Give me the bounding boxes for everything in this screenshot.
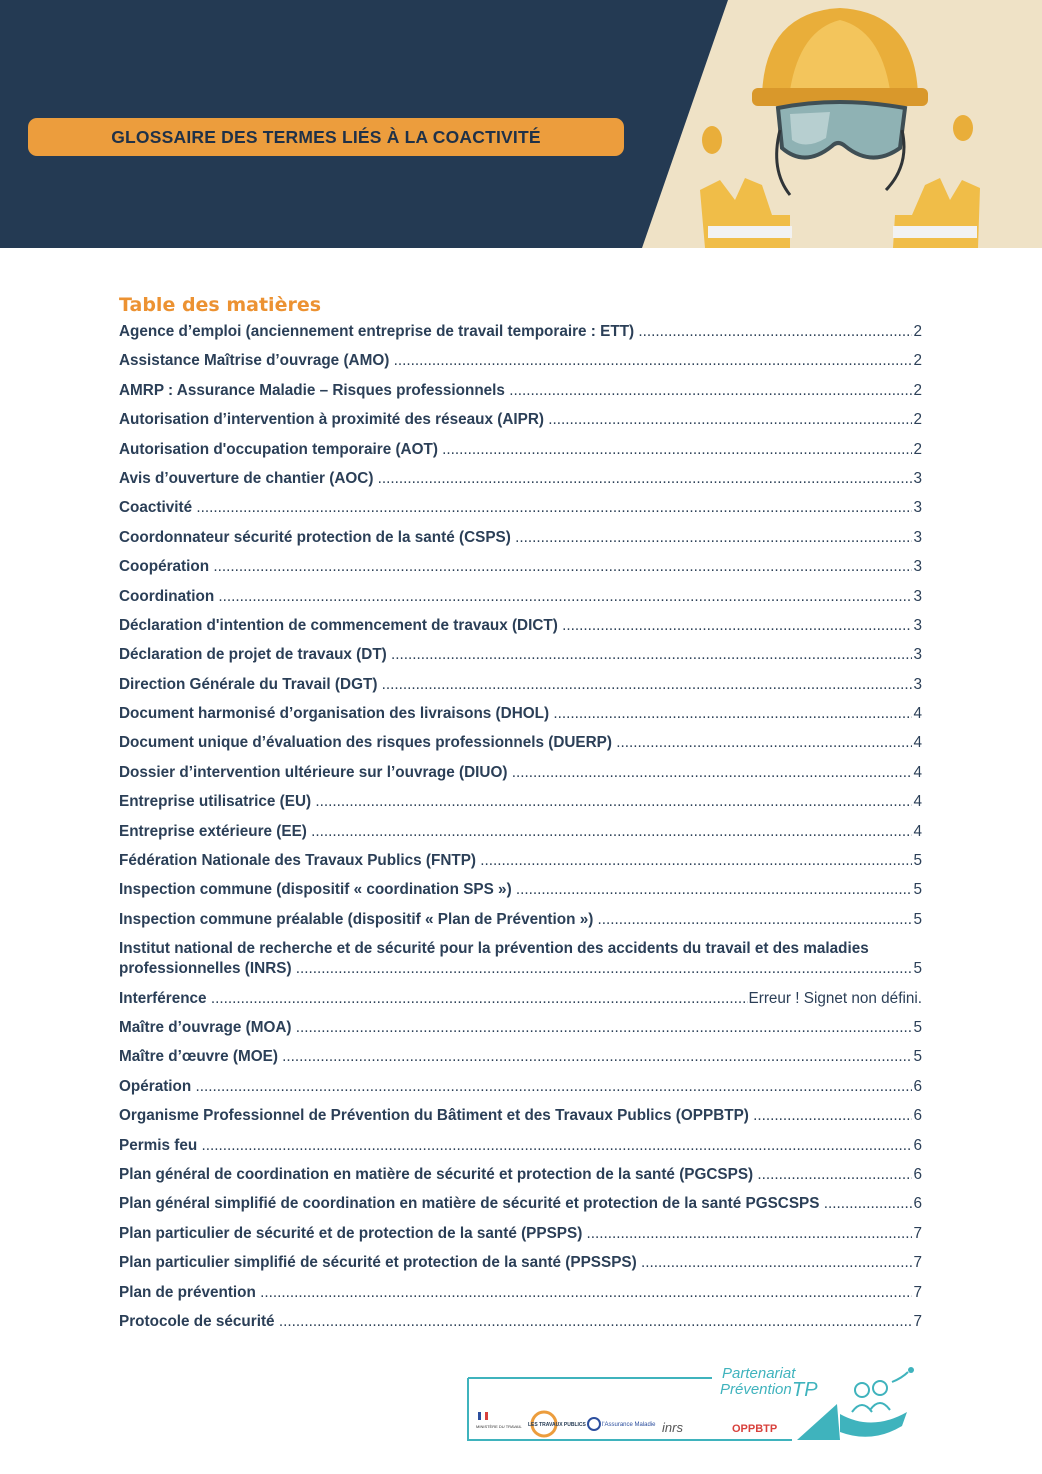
toc-entry[interactable]: Permis feu ..... 6 xyxy=(119,1134,922,1163)
toc-entry[interactable]: Maître d’œuvre (MOE) ..... 5 xyxy=(119,1045,922,1074)
toc-entry[interactable]: Coordonnateur sécurité protection de la santé (CSPS) ..... 3 xyxy=(119,526,922,555)
toc-entry[interactable]: Plan général simplifié de coordination en matière de sécurité et protection de la santé PGSCSPS ..... 6 xyxy=(119,1192,922,1221)
toc-entry[interactable]: Plan de prévention ..... 7 xyxy=(119,1281,922,1310)
toc-entry[interactable]: Agence d’emploi (anciennement entreprise de travail temporaire : ETT) ..... 2 xyxy=(119,320,922,349)
toc-entry[interactable]: Protocole de sécurité ..... 7 xyxy=(119,1310,922,1339)
toc-entry[interactable]: Autorisation d'occupation temporaire (AOT) ..... 2 xyxy=(119,438,922,467)
document-title: GLOSSAIRE DES TERMES LIÉS À LA COACTIVITÉ xyxy=(111,126,541,147)
toc-entry[interactable]: Avis d’ouverture de chantier (AOC) ..... 3 xyxy=(119,467,922,496)
partnership-tp: TP xyxy=(792,1379,818,1401)
toc-entry[interactable]: Direction Générale du Travail (DGT) ..... 3 xyxy=(119,673,922,702)
toc-entry[interactable]: AMRP : Assurance Maladie – Risques professionnels ..... 2 xyxy=(119,379,922,408)
toc-entry[interactable]: Interférence ..... Erreur ! Signet non défini. xyxy=(119,987,922,1016)
header-banner xyxy=(0,0,1042,248)
toc-entry[interactable]: Organisme Professionnel de Prévention du Bâtiment et des Travaux Publics (OPPBTP) ..... 6 xyxy=(119,1104,922,1133)
toc-entry[interactable]: Fédération Nationale des Travaux Publics (FNTP) ..... 5 xyxy=(119,849,922,878)
svg-text:l'Assurance Maladie: l'Assurance Maladie xyxy=(602,1422,656,1428)
toc-entry[interactable]: Maître d’ouvrage (MOA) ..... 5 xyxy=(119,1016,922,1045)
hands-people-icon xyxy=(840,1367,914,1437)
partnership-line1: Partenariat xyxy=(722,1365,796,1382)
toc-entry[interactable]: Inspection commune préalable (dispositif « Plan de Prévention ») ..... 5 xyxy=(119,908,922,937)
toc-entry[interactable]: Autorisation d’intervention à proximité des réseaux (AIPR) ..... 2 xyxy=(119,408,922,437)
toc-entry[interactable]: Entreprise extérieure (EE) ..... 4 xyxy=(119,820,922,849)
toc-entry[interactable]: Dossier d’intervention ultérieure sur l’ouvrage (DIUO) ..... 4 xyxy=(119,761,922,790)
svg-text:MINISTÈRE DU TRAVAIL: MINISTÈRE DU TRAVAIL xyxy=(476,1424,522,1429)
toc-entry[interactable]: Plan particulier de sécurité et de protection de la santé (PPSPS) ..... 7 xyxy=(119,1222,922,1251)
toc-entry[interactable]: Document harmonisé d’organisation des livraisons (DHOL) ..... 4 xyxy=(119,702,922,731)
ministere-travail-logo xyxy=(476,1412,523,1429)
toc-entry[interactable]: Plan général de coordination en matière de sécurité et protection de la santé (PGCSPS) ..... 6 xyxy=(119,1163,922,1192)
svg-text:inrs: inrs xyxy=(662,1420,683,1435)
les-travaux-publics-logo xyxy=(528,1412,587,1436)
toc-heading: Table des matières xyxy=(119,294,322,316)
toc-entry[interactable]: Déclaration de projet de travaux (DT) ..... 3 xyxy=(119,643,922,672)
toc-entry[interactable]: Entreprise utilisatrice (EU) ..... 4 xyxy=(119,790,922,819)
title-banner xyxy=(28,118,624,156)
toc-entry[interactable]: Coactivité ..... 3 xyxy=(119,496,922,525)
inrs-logo xyxy=(662,1420,683,1435)
toc-entry[interactable]: Document unique d’évaluation des risques professionnels (DUERP) ..... 4 xyxy=(119,731,922,760)
toc-entry[interactable]: Institut national de recherche et de sécurité pour la prévention des accidents du travail et des maladies professionnelles (INRS) ..... 5 xyxy=(119,937,922,986)
oppbtp-logo xyxy=(732,1423,777,1435)
table-of-contents xyxy=(119,320,922,1339)
toc-entry[interactable]: Déclaration d'intention de commencement de travaux (DICT) ..... 3 xyxy=(119,614,922,643)
partner-logos-footer xyxy=(462,1352,922,1448)
toc-entry[interactable]: Plan particulier simplifié de sécurité et protection de la santé (PPSSPS) ..... 7 xyxy=(119,1251,922,1280)
assurance-maladie-logo xyxy=(588,1418,656,1430)
toc-entry[interactable]: Assistance Maîtrise d’ouvrage (AMO) ..... 2 xyxy=(119,349,922,378)
svg-text:LES TRAVAUX PUBLICS: LES TRAVAUX PUBLICS xyxy=(528,1422,586,1428)
svg-text:OPPBTP: OPPBTP xyxy=(732,1423,778,1435)
partnership-line2: Prévention xyxy=(720,1381,792,1398)
toc-entry[interactable]: Coopération ..... 3 xyxy=(119,555,922,584)
toc-entry[interactable]: Opération ..... 6 xyxy=(119,1075,922,1104)
toc-entry[interactable]: Coordination ..... 3 xyxy=(119,585,922,614)
toc-entry[interactable]: Inspection commune (dispositif « coordination SPS ») ..... 5 xyxy=(119,878,922,907)
